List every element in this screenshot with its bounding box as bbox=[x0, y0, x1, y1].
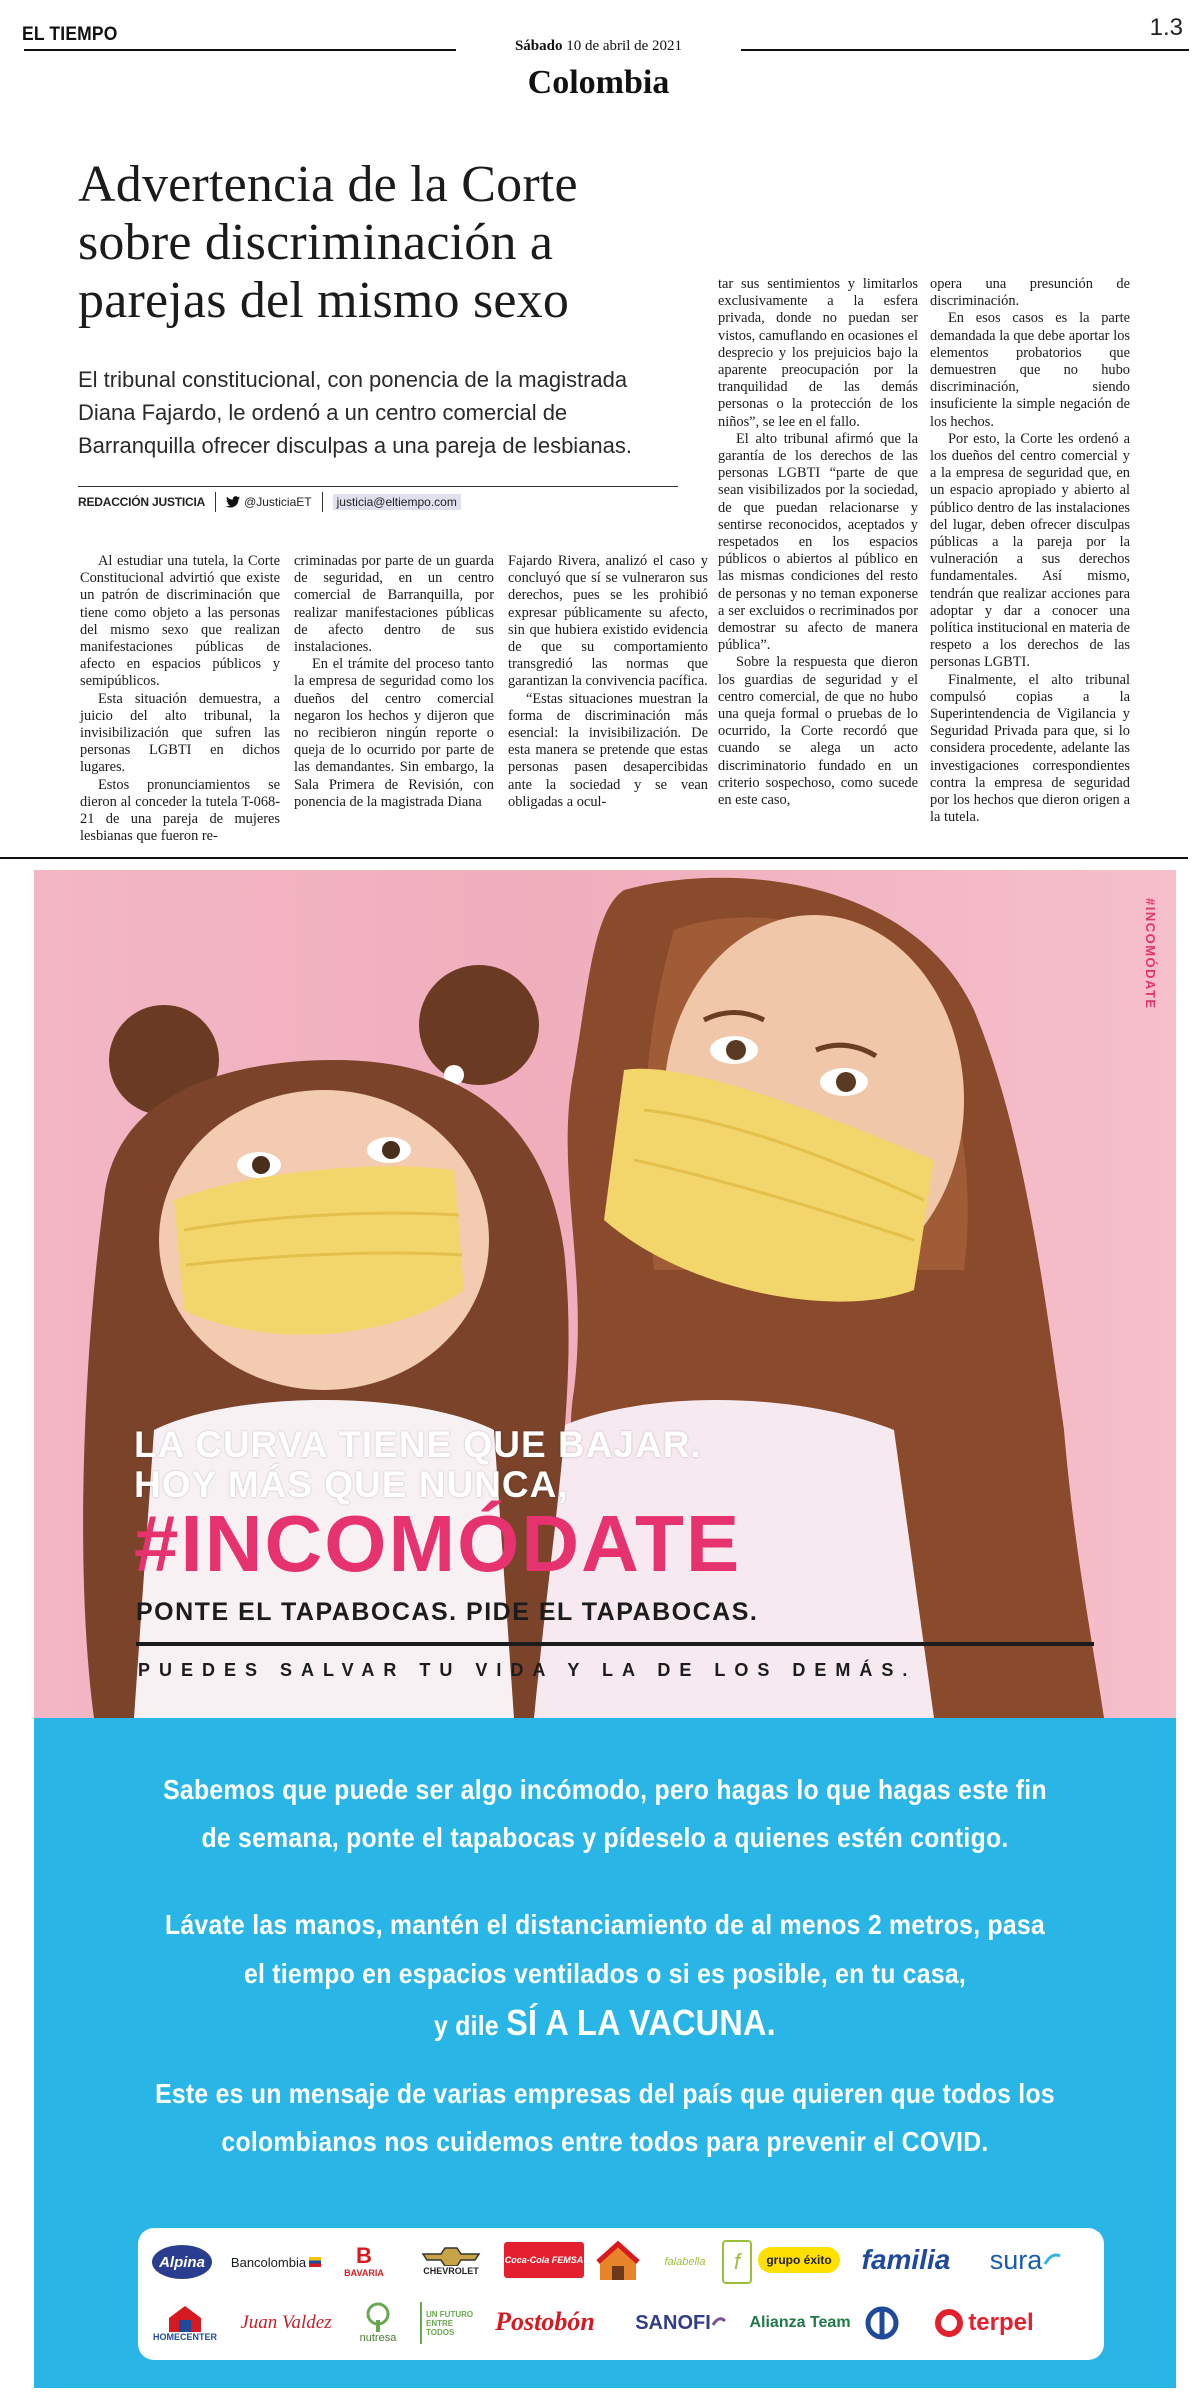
logo-grupo-exito bbox=[758, 2242, 840, 2278]
logo-falabella bbox=[650, 2250, 720, 2274]
ad-cta-rule bbox=[136, 1642, 1094, 1646]
logo-text: falabella bbox=[664, 2256, 706, 2268]
logo-text: terpel bbox=[968, 2309, 1034, 2336]
logo-bancolombia bbox=[226, 2250, 326, 2274]
logo-bavaria bbox=[334, 2238, 394, 2284]
article-paragraph: Esta situación demuestra, a juicio del alto tribunal, la invisibilización que sufren las personas LGBTI en dichos lugares. bbox=[80, 690, 280, 776]
logo-sura bbox=[974, 2240, 1078, 2280]
ad-message-line: Sabemos que puede ser algo incómodo, pero hagas lo que hagas este fin bbox=[163, 1774, 1047, 1805]
vertical-hashtag: #INCOMÓDATE bbox=[1143, 898, 1158, 1010]
article-column-4 bbox=[718, 276, 918, 809]
article-bottom-rule bbox=[0, 857, 1188, 859]
logo-text: nutresa bbox=[359, 2332, 397, 2344]
headline-line: parejas del mismo sexo bbox=[78, 272, 570, 329]
logo-crepes-waffles bbox=[594, 2238, 642, 2284]
article-headline bbox=[78, 156, 698, 330]
homecenter-house-icon bbox=[165, 2304, 205, 2332]
logo-coca-cola-femsa bbox=[504, 2242, 584, 2278]
byline-twitter-handle: @JusticiaET bbox=[244, 495, 312, 509]
bavaria-b-icon: B bbox=[356, 2243, 372, 2268]
logo-nutresa bbox=[350, 2296, 406, 2350]
logo-text: UN FUTURO ENTRE TODOS bbox=[426, 2309, 474, 2337]
ad-message-line: colombianos nos cuidemos entre todos para prevenir el COVID. bbox=[221, 2126, 989, 2157]
article-paragraph: “Estas situaciones muestran la forma de discriminación más esencial: la invisibilización. De esta manera se pretende que estas personas pasen desapercibidas ante la sociedad y se vean obligadas a ocul- bbox=[508, 690, 708, 810]
article-paragraph: opera una presunción de discriminación. bbox=[930, 276, 1130, 310]
logo-text: HOMECENTER bbox=[152, 2332, 217, 2342]
logo-text: Postobón bbox=[495, 2307, 595, 2336]
byline-email-link[interactable]: justicia@eltiempo.com bbox=[333, 494, 461, 510]
article-paragraph: Al estudiar una tutela, la Corte Constitucional advirtió que existe un patrón de discriminación que tiene como objeto a las personas del mismo sexo que realizan manifestaciones públicas de afecto en espacios públicos y semipúblicos. bbox=[80, 553, 280, 690]
chevrolet-bowtie-icon bbox=[421, 2246, 481, 2266]
logo-text: Bancolombia bbox=[230, 2254, 307, 2270]
logo-postobon bbox=[490, 2304, 600, 2340]
logo-text: Juan Valdez bbox=[240, 2312, 332, 2333]
section-title: Colombia bbox=[527, 64, 670, 101]
headline-line: sobre discriminación a bbox=[78, 214, 554, 271]
article-column-5 bbox=[930, 276, 1130, 827]
ad-message-line: de semana, ponte el tapabocas y pídeselo a quienes estén contigo. bbox=[201, 1822, 1009, 1853]
ad-message-line bbox=[91, 1999, 1119, 2050]
terpel-ring-icon bbox=[934, 2308, 964, 2338]
logo-text: familia bbox=[861, 2244, 951, 2275]
logo-sanofi bbox=[622, 2308, 740, 2338]
issue-date-text: 10 de abril de 2021 bbox=[566, 38, 683, 54]
article-paragraph: En el trámite del proceso tanto la empresa de seguridad como los dueños del centro comercial negaron los hechos y dijeron que no recibieron ningún reporte o queja de lo ocurrido por parte de las demandantes. Sin embargo, la Sala Primera de Revisión, con ponencia de la magistrada Diana bbox=[294, 656, 494, 810]
article-column-2 bbox=[294, 553, 494, 811]
logo-text: BAVARIA bbox=[344, 2268, 384, 2278]
issue-weekday: Sábado bbox=[514, 38, 563, 54]
ad-message-fragment: y dile bbox=[434, 2010, 507, 2041]
byline-separator bbox=[322, 492, 323, 512]
sponsor-logos bbox=[138, 2228, 1104, 2360]
article-paragraph: Por esto, la Corte les ordenó a los dueños del centro comercial y a la empresa de seguridad que, en un espacio apropiado y abierto al público dentro de las instalaciones del lugar, deben ofrecer disculpas públicas a la pareja por la vulneración a sus derechos fundamentales. Así mismo, tendrán que realizar acciones para adoptar y dar a conocer una política institucional en materia de respeto a los derechos de las personas LGBTI. bbox=[930, 430, 1130, 671]
ad-photo-illustration bbox=[34, 870, 1176, 1718]
falabella-f-icon: f bbox=[722, 2240, 752, 2284]
logo-text: Coca-Cola FEMSA bbox=[504, 2254, 584, 2265]
flag-icon bbox=[309, 2257, 321, 2267]
ad-hashtag: #INCOMÓDATE bbox=[134, 1499, 742, 1588]
logo-alianza-team bbox=[749, 2300, 851, 2346]
logo-tecnoquimicas bbox=[860, 2302, 904, 2344]
ad-call-to-action: PONTE EL TAPABOCAS. PIDE EL TAPABOCAS. bbox=[136, 1598, 759, 1626]
logo-familia bbox=[848, 2240, 964, 2280]
byline-twitter[interactable] bbox=[226, 495, 312, 509]
article-paragraph: criminadas por parte de un guarda de seguridad, en un centro comercial de Barranquilla, por realizar manifestaciones públicas de afecto dentro de sus instalaciones. bbox=[294, 553, 494, 656]
article-column-3 bbox=[508, 553, 708, 811]
ad-message-line: Lávate las manos, mantén el distanciamiento de al menos 2 metros, pasa bbox=[165, 1909, 1045, 1940]
headline-line: Advertencia de la Corte bbox=[78, 156, 578, 213]
ad-message-line: Este es un mensaje de varias empresas del país que quieren que todos los bbox=[155, 2078, 1055, 2109]
logo-text: sura bbox=[989, 2244, 1043, 2275]
byline-rule bbox=[78, 486, 678, 487]
logo-text: CHEVROLET bbox=[423, 2266, 479, 2276]
logo-terpel bbox=[924, 2302, 1044, 2344]
byline-author: REDACCIÓN JUSTICIA bbox=[78, 495, 206, 509]
ad-photo-panel bbox=[34, 870, 1176, 1718]
twitter-bird-icon bbox=[226, 496, 240, 508]
logo-un-futuro-entre-todos bbox=[420, 2302, 474, 2344]
logo-text: SANOFI bbox=[635, 2311, 711, 2334]
byline-separator bbox=[215, 492, 216, 512]
masthead-rule-left bbox=[24, 49, 456, 51]
logo-text: Alpina bbox=[159, 2253, 205, 2271]
article-paragraph: En esos casos es la parte demandada la que debe aportar los elementos probatorios que demuestren que no hubo discriminación, siendo insuficiente la simple negación de los hechos. bbox=[930, 310, 1130, 430]
house-logo-icon bbox=[596, 2240, 640, 2282]
article-paragraph: Estos pronunciamientos se dieron al conceder la tutela T-068-21 de una pareja de mujeres lesbianas que fueron re- bbox=[80, 776, 280, 845]
logo-juan-valdez bbox=[236, 2306, 336, 2340]
masthead-rule-right bbox=[741, 49, 1189, 51]
logo-text: grupo éxito bbox=[758, 2247, 839, 2273]
article-paragraph: tar sus sentimientos y limitarlos exclusivamente a la esfera privada, donde no puedan ser vistos, camuflando en ocasiones el desprecio y los prejuicios bajo la aparente preocupación por la tranquilidad de las demás personas o la protección de los niños”, se lee en el fallo. bbox=[718, 276, 918, 430]
ad-subline: PUEDES SALVAR TU VIDA Y LA DE LOS DEMÁS. bbox=[138, 1660, 917, 1680]
sura-swoosh-icon bbox=[1042, 2250, 1062, 2270]
ad-headline-line-1: LA CURVA TIENE QUE BAJAR. bbox=[134, 1424, 702, 1465]
byline bbox=[78, 490, 461, 514]
logo-text: Alianza Team bbox=[749, 2314, 851, 2331]
ad-vaccine-emphasis: SÍ A LA VACUNA. bbox=[506, 2002, 776, 2043]
article-paragraph: El alto tribunal afirmó que la garantía de los derechos de las personas LGBTI “parte de que sean visibilizados por la sociedad, de que puedan relacionarse y sentirse reconocidos, aceptados y respetados en los espacios públicos o abiertos al público en las mismas condiciones del resto de personas y no teman exponerse a ser excluidos o recriminados por demostrar su afecto de manera pública”. bbox=[718, 430, 918, 654]
sanofi-swirl-icon bbox=[711, 2315, 727, 2331]
page-number: 1.3 bbox=[1149, 14, 1183, 41]
ad-message-panel bbox=[34, 1718, 1176, 2388]
logo-homecenter bbox=[152, 2298, 218, 2348]
article-paragraph: Sobre la respuesta que dieron los guardias de seguridad y el centro comercial, de que no hubo una queja formal o pruebas de lo ocurrido, la Corte recordó que cuando se alega un acto discriminatorio fundado en un criterio sospechoso, como sucede en este caso, bbox=[718, 654, 918, 809]
nutresa-tree-icon bbox=[363, 2302, 393, 2332]
article-paragraph: Fajardo Rivera, analizó el caso y concluyó que sí se vulneraron sus derechos, pues se les prohibió expresar públicamente su afecto, sin que hubiera existido evidencia de que su comportamiento transgredió las normas que garantizan la convivencia pacífica. bbox=[508, 553, 708, 690]
tecnoquimicas-tq-icon bbox=[862, 2305, 902, 2341]
ad-message-line: el tiempo en espacios ventilados o si es posible, en tu casa, bbox=[243, 1958, 967, 1989]
article-column-1 bbox=[80, 553, 280, 845]
logo-alpina bbox=[150, 2242, 214, 2282]
logo-chevrolet bbox=[406, 2238, 496, 2284]
ad-headline-line-2: HOY MÁS QUE NUNCA, bbox=[134, 1464, 569, 1505]
article-paragraph: Finalmente, el alto tribunal compulsó copias a la Superintendencia de Vigilancia y Seguridad Privada para que, si lo considera procedente, adelante las investigaciones correspondientes contra la empresa de seguridad por los hechos que dieron origen a la tutela. bbox=[930, 671, 1130, 826]
article-lede: El tribunal constitucional, con ponencia de la magistrada Diana Fajardo, le ordenó a un centro comercial de Barranquilla ofrecer disculpas a una pareja de lesbianas. bbox=[78, 367, 633, 458]
issue-date bbox=[456, 38, 741, 55]
newspaper-brand: EL TIEMPO bbox=[22, 24, 118, 45]
